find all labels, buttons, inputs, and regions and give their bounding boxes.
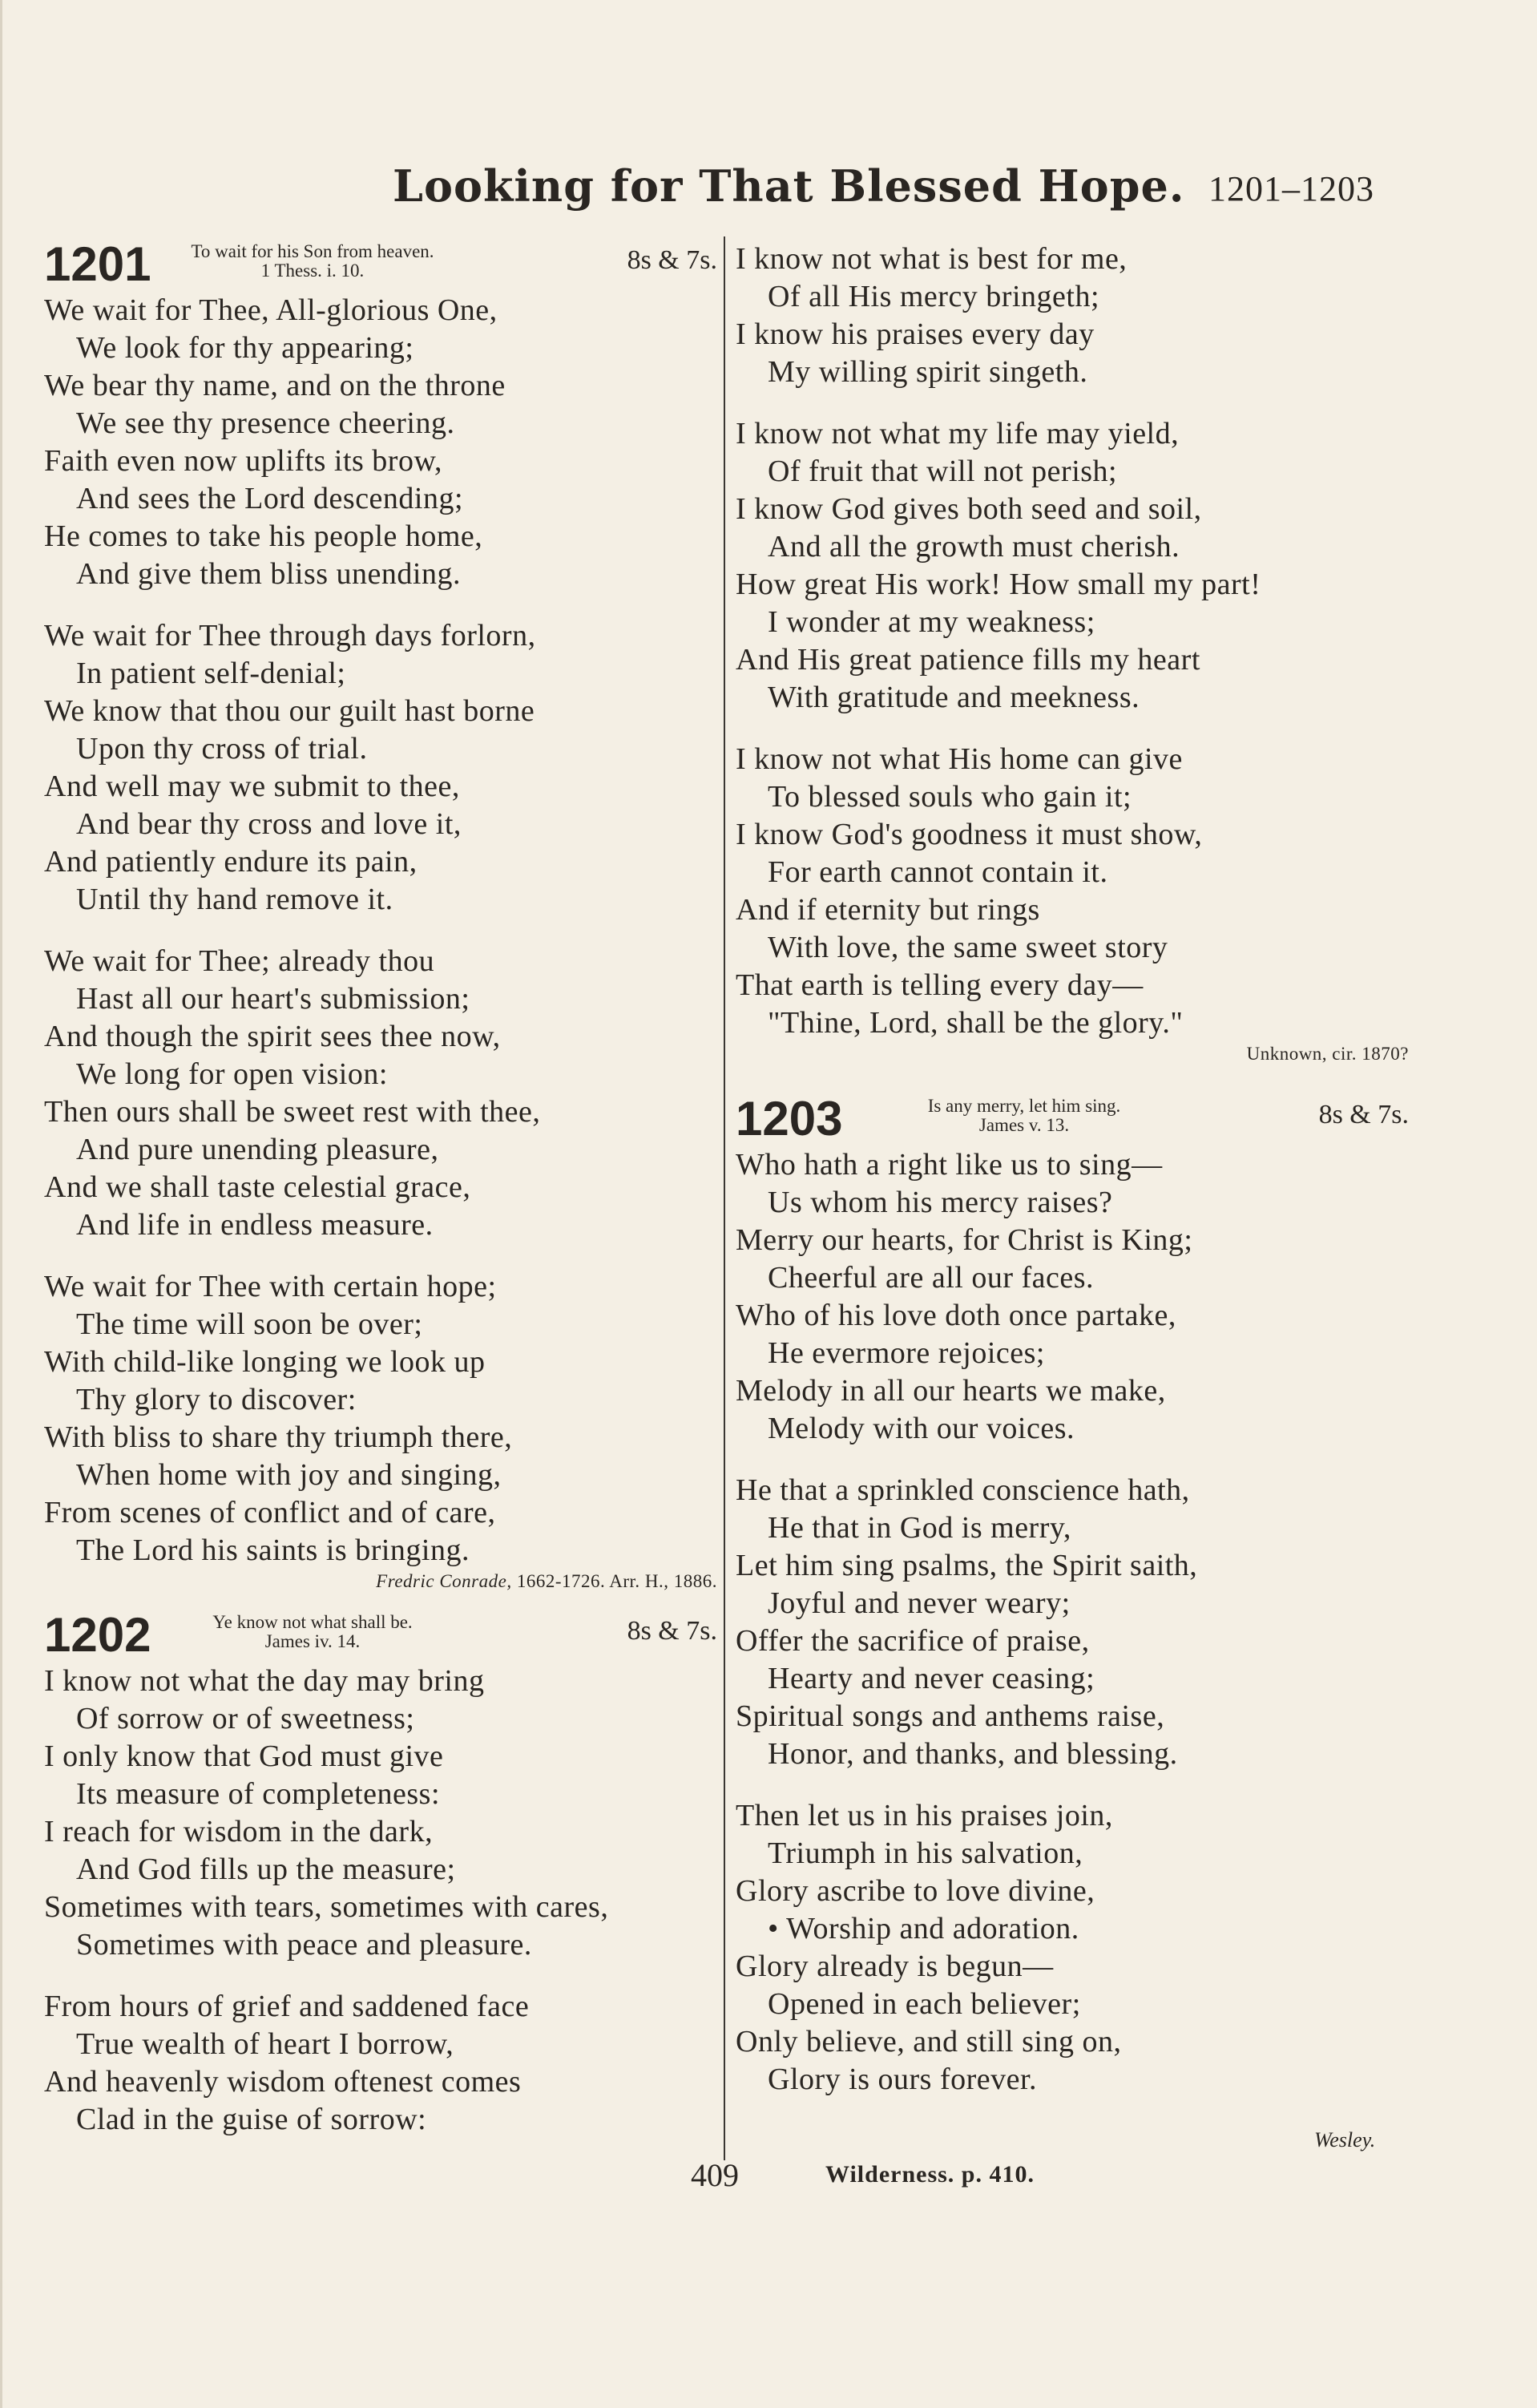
verse-line: I know his praises every day	[736, 317, 1095, 351]
ref-citation: 1 Thess. i. 10.	[260, 261, 365, 281]
stanza	[736, 415, 1409, 717]
ref-text: To wait for his Son from heaven.	[191, 241, 434, 261]
left-column	[44, 237, 717, 2139]
verse-line: He that in God is merry,	[768, 1511, 1071, 1545]
verse-line: In patient self-denial;	[76, 657, 346, 690]
verse-line: With bliss to share thy triumph there,	[44, 1420, 513, 1454]
verse-line: And we shall taste celestial grace,	[44, 1170, 471, 1204]
verse-line: Who hath a right like us to sing—	[736, 1148, 1163, 1182]
ref-text: Is any merry, let him sing.	[927, 1096, 1121, 1116]
verse-line: Hearty and never ceasing;	[768, 1662, 1095, 1695]
verse-line: How great His work! How small my part!	[736, 568, 1261, 601]
meter: 8s & 7s.	[627, 1616, 717, 1646]
tune-reference: Wilderness. p. 410.	[825, 2161, 1035, 2188]
verse-line: Its measure of completeness:	[76, 1777, 441, 1811]
scripture-ref	[188, 242, 437, 281]
verse-line: When home with joy and singing,	[76, 1458, 502, 1492]
scripture-ref	[188, 1613, 437, 1651]
stanza	[736, 1146, 1409, 1448]
scripture-ref	[896, 1097, 1152, 1135]
stanza	[44, 1988, 717, 2139]
meter: 8s & 7s.	[1318, 1100, 1409, 1129]
stanza	[736, 1472, 1409, 1773]
verse-line: From hours of grief and saddened face	[44, 1990, 530, 2023]
verse-line: We see thy presence cheering.	[76, 406, 455, 440]
verse-line: Who of his love doth once partake,	[736, 1299, 1176, 1332]
verse-line: Offer the sacrifice of praise,	[736, 1624, 1090, 1658]
hymn-number: 1201	[44, 237, 151, 291]
verse-line: Cheerful are all our faces.	[768, 1261, 1095, 1295]
verse-line: Faith even now uplifts its brow,	[44, 444, 442, 478]
verse-line: Hast all our heart's submission;	[76, 982, 470, 1016]
page-number: 409	[691, 2157, 739, 2193]
verse-line: Glory ascribe to love divine,	[736, 1874, 1095, 1908]
stanza	[44, 292, 717, 593]
verse-line: Only believe, and still sing on,	[736, 2025, 1122, 2059]
verse-line: Clad in the guise of sorrow:	[76, 2103, 427, 2136]
verse-line: Melody with our voices.	[768, 1412, 1075, 1445]
author-dates: 1662-1726. Arr. H., 1886.	[511, 1571, 717, 1591]
verse-line: He comes to take his people home,	[44, 519, 483, 553]
verse-line: My willing spirit singeth.	[768, 355, 1088, 389]
hymn-attribution	[44, 1570, 717, 1594]
verse-line: From scenes of conflict and of care,	[44, 1496, 496, 1529]
verse-line: I know God's goodness it must show,	[736, 818, 1203, 851]
stanza	[44, 1663, 717, 1964]
page-footer	[0, 2156, 1537, 2204]
verse-line: Melody in all our hearts we make,	[736, 1374, 1166, 1408]
verse-line: Glory already is begun—	[736, 1949, 1054, 1983]
page-header	[0, 160, 1537, 224]
verse-line: Honor, and thanks, and blessing.	[768, 1737, 1178, 1771]
ref-text: Ye know not what shall be.	[212, 1612, 413, 1632]
verse-line: And if eternity but rings	[736, 893, 1040, 927]
hymn-1201-header	[44, 237, 717, 292]
verse-line: Of sorrow or of sweetness;	[76, 1702, 415, 1735]
verse-line: He evermore rejoices;	[768, 1336, 1045, 1370]
column-divider	[724, 236, 725, 2160]
verse-line: We wait for Thee; already thou	[44, 944, 435, 978]
verse-line: Joyful and never weary;	[768, 1586, 1071, 1620]
verse-line: Then let us in his praises join,	[736, 1799, 1113, 1832]
verse-line: Triumph in his salvation,	[768, 1836, 1083, 1870]
verse-line: With gratitude and meekness.	[768, 681, 1140, 714]
right-column	[736, 240, 1409, 2099]
verse-line: Of all His mercy bringeth;	[768, 280, 1100, 313]
stanza	[736, 741, 1409, 1042]
page-edge	[0, 0, 2, 2408]
verse-line: And heavenly wisdom oftenest comes	[44, 2065, 522, 2099]
verse-line: I only know that God must give	[44, 1739, 444, 1773]
verse-line: That earth is telling every day—	[736, 968, 1144, 1002]
verse-line: And life in endless measure.	[76, 1208, 434, 1242]
verse-line: We wait for Thee with certain hope;	[44, 1270, 497, 1303]
verse-line: Sometimes with peace and pleasure.	[76, 1928, 532, 1962]
verse-line: And give them bliss unending.	[76, 557, 461, 591]
verse-line: And patiently endure its pain,	[44, 845, 418, 879]
stanza	[44, 943, 717, 1244]
meter: 8s & 7s.	[627, 245, 717, 275]
verse-line: Glory is ours forever.	[768, 2063, 1038, 2096]
verse-line: I wonder at my weakness;	[768, 605, 1095, 639]
verse-line: And His great patience fills my heart	[736, 643, 1200, 677]
verse-line: He that a sprinkled conscience hath,	[736, 1473, 1190, 1507]
verse-line: Of fruit that will not perish;	[768, 455, 1118, 488]
verse-line: And though the spirit sees thee now,	[44, 1020, 501, 1053]
verse-line: And bear thy cross and love it,	[76, 807, 462, 841]
verse-line: Opened in each believer;	[768, 1987, 1081, 2021]
stanza	[736, 1797, 1409, 2099]
verse-line: Let him sing psalms, the Spirit saith,	[736, 1549, 1198, 1582]
hymn-1203-header	[736, 1092, 1409, 1146]
hymn-attribution: Unknown, cir. 1870?	[1246, 1044, 1409, 1064]
ref-citation: James v. 13.	[978, 1115, 1070, 1135]
ref-citation: James iv. 14.	[264, 1631, 361, 1651]
verse-line: We wait for Thee through days forlorn,	[44, 619, 536, 653]
stanza	[44, 617, 717, 919]
verse-line: Then ours shall be sweet rest with thee,	[44, 1095, 541, 1129]
verse-line: The Lord his saints is bringing.	[76, 1533, 470, 1567]
verse-line: Until thy hand remove it.	[76, 883, 393, 916]
stanza	[736, 240, 1409, 391]
verse-line: I know not what my life may yield,	[736, 417, 1180, 450]
verse-line: And pure unending pleasure,	[76, 1133, 439, 1166]
verse-line: • Worship and adoration.	[768, 1912, 1079, 1945]
verse-line: Sometimes with tears, sometimes with cares,	[44, 1890, 609, 1924]
hymn-range: 1201–1203	[1208, 169, 1374, 208]
hymn-attribution: Wesley.	[1314, 2128, 1376, 2151]
verse-line: And God fills up the measure;	[76, 1852, 456, 1886]
author-name: Fredric Conrade,	[376, 1571, 512, 1591]
verse-line: Us whom his mercy raises?	[768, 1186, 1113, 1219]
hymn-number: 1203	[736, 1092, 843, 1145]
verse-line: I know God gives both seed and soil,	[736, 492, 1202, 526]
running-title: Looking for That Blessed Hope.	[393, 160, 1185, 212]
verse-line: To blessed souls who gain it;	[768, 780, 1132, 814]
verse-line: We long for open vision:	[76, 1057, 388, 1091]
verse-line: True wealth of heart I borrow,	[76, 2027, 454, 2061]
verse-line: We bear thy name, and on the throne	[44, 369, 506, 402]
verse-line: And sees the Lord descending;	[76, 482, 464, 515]
verse-line: Merry our hearts, for Christ is King;	[736, 1223, 1193, 1257]
verse-line: And well may we submit to thee,	[44, 770, 460, 803]
verse-line: "Thine, Lord, shall be the glory."	[768, 1006, 1184, 1040]
verse-line: Upon thy cross of trial.	[76, 732, 368, 766]
hymn-1202-header	[44, 1608, 717, 1663]
verse-line: I reach for wisdom in the dark,	[44, 1815, 434, 1848]
verse-line: I know not what His home can give	[736, 742, 1183, 776]
verse-line: We look for thy appearing;	[76, 331, 414, 365]
verse-line: Thy glory to discover:	[76, 1383, 357, 1416]
verse-line: We wait for Thee, All-glorious One,	[44, 293, 498, 327]
verse-line: With love, the same sweet story	[768, 931, 1168, 964]
hymn-number: 1202	[44, 1608, 151, 1662]
verse-line: With child-like longing we look up	[44, 1345, 486, 1379]
verse-line: We know that thou our guilt hast borne	[44, 694, 535, 728]
verse-line: The time will soon be over;	[76, 1307, 423, 1341]
stanza	[44, 1268, 717, 1570]
verse-line: And all the growth must cherish.	[768, 530, 1180, 564]
verse-line: Spiritual songs and anthems raise,	[736, 1699, 1165, 1733]
verse-line: I know not what the day may bring	[44, 1664, 485, 1698]
verse-line: For earth cannot contain it.	[768, 855, 1108, 889]
verse-line: I know not what is best for me,	[736, 242, 1128, 276]
